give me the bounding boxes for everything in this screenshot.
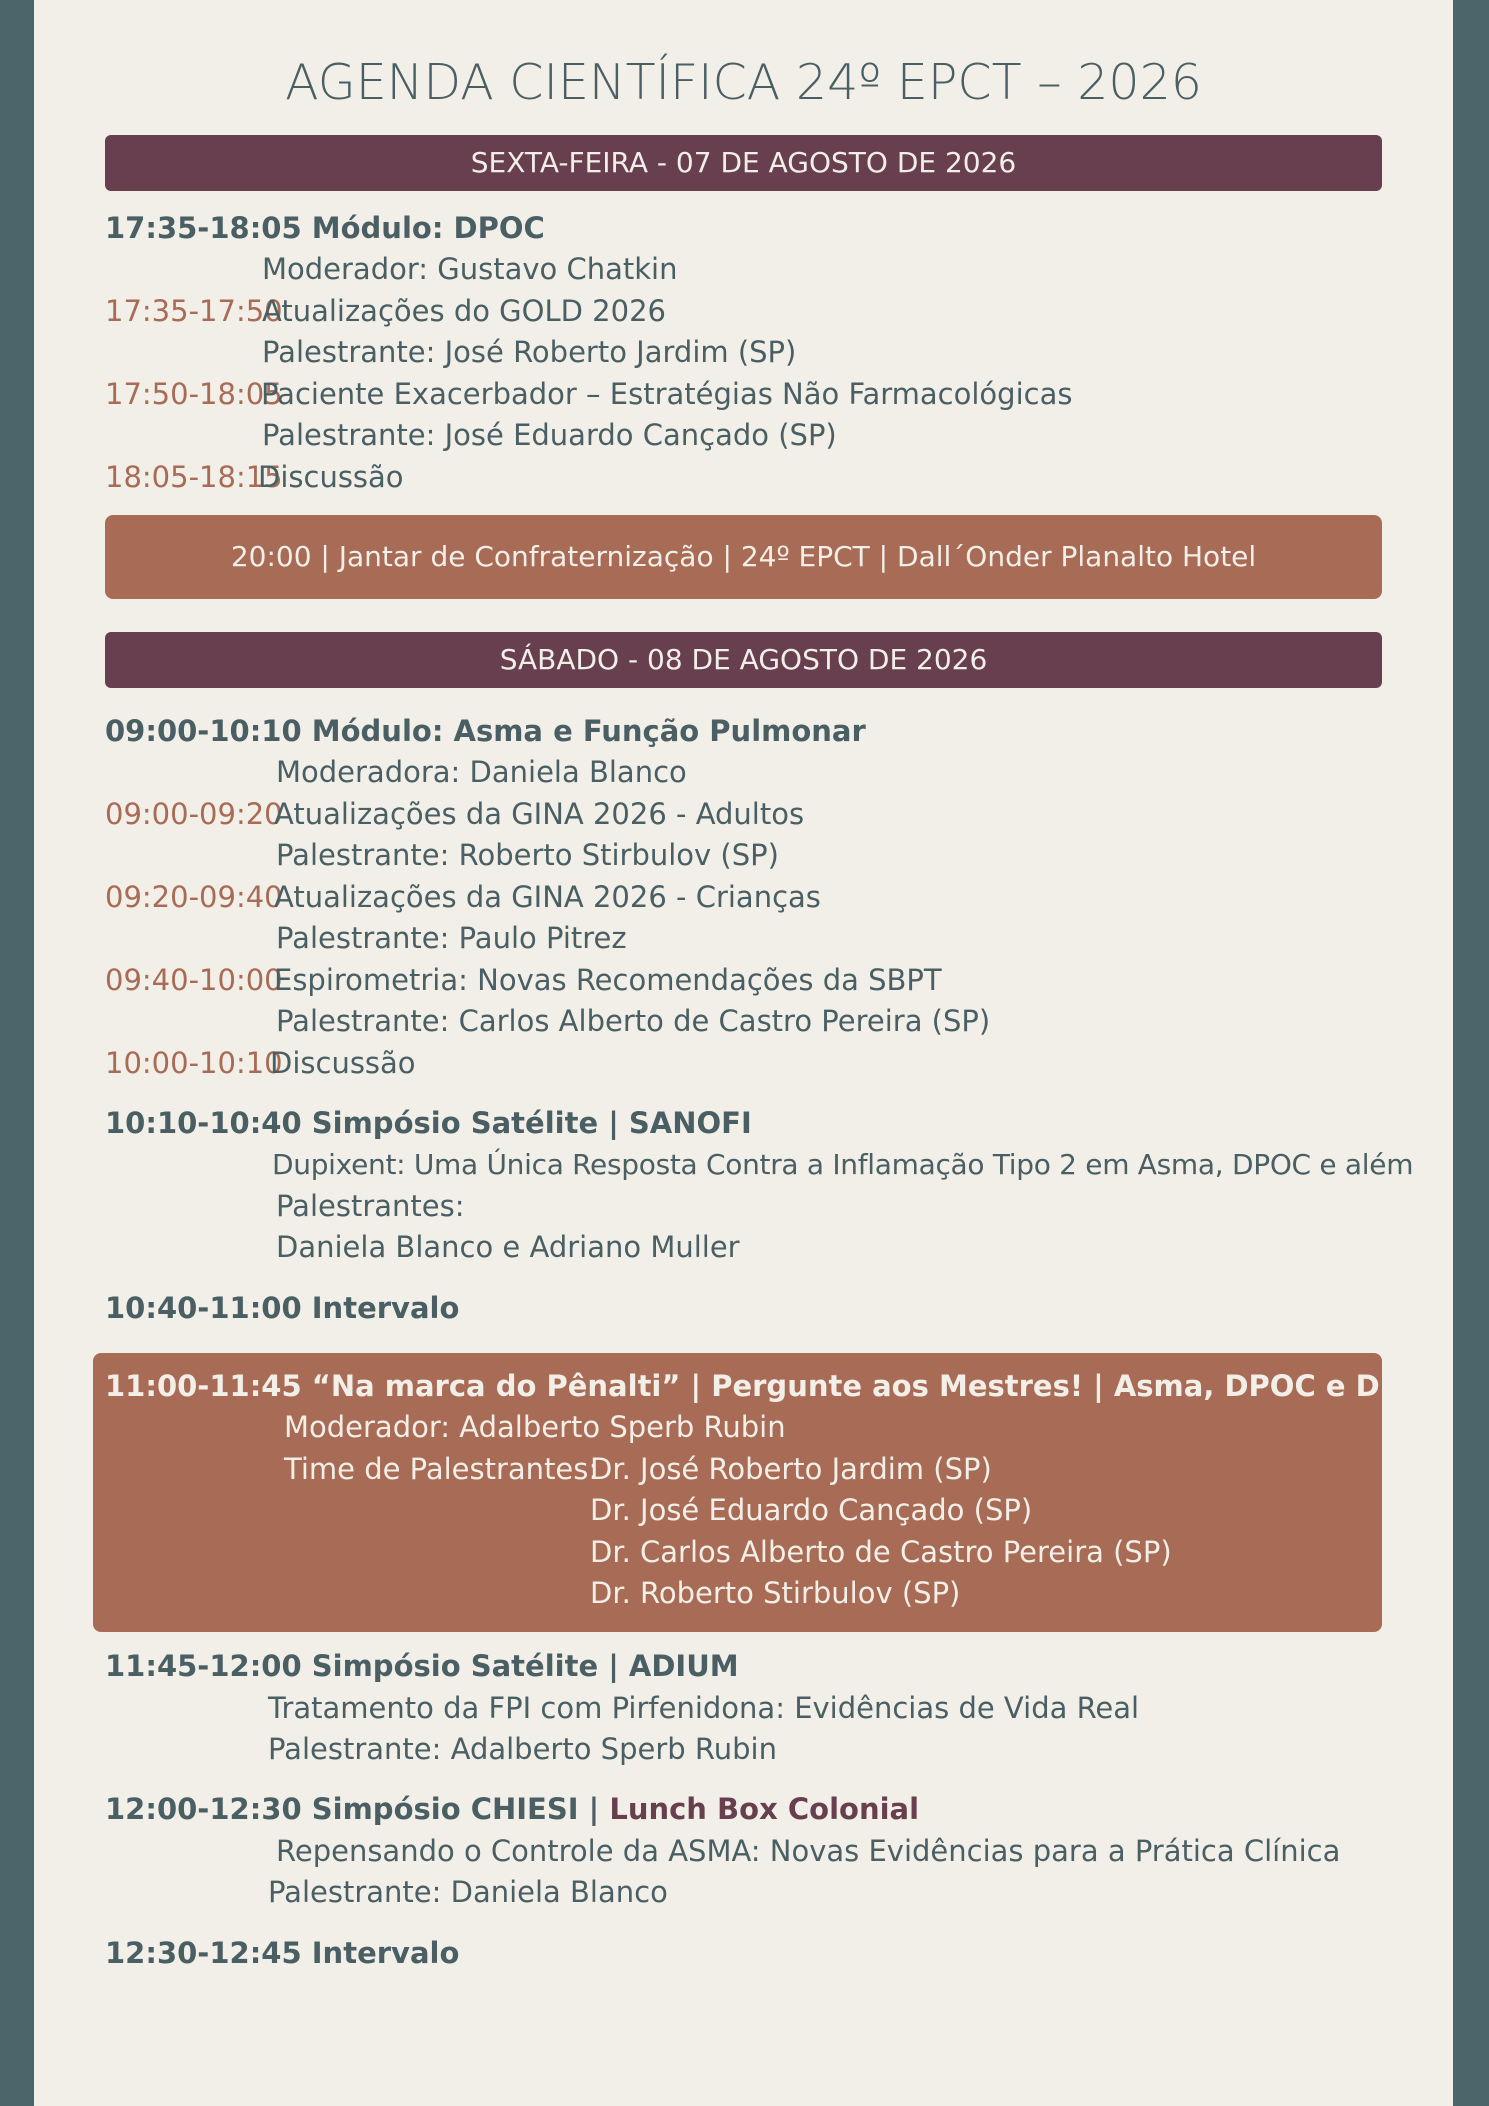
moderator: Moderador: Gustavo Chatkin [262, 252, 678, 286]
module-time: 09:00-10:10 [105, 714, 302, 748]
team-member: Dr. José Roberto Jardim (SP) [590, 1452, 992, 1486]
session-title: Discussão [270, 1046, 416, 1080]
session-title: Atualizações da GINA 2026 - Adultos [274, 797, 805, 831]
session-title: “Na marca do Pênalti” | Pergunte aos Mestres! | Asma, DPOC e DPI [311, 1369, 1412, 1403]
session-speaker: Palestrante: José Eduardo Cançado (SP) [262, 418, 837, 452]
session-speaker: Palestrante: Roberto Stirbulov (SP) [276, 838, 779, 872]
break-title: Intervalo [311, 1291, 460, 1325]
session-title: Paciente Exacerbador – Estratégias Não Farmacológicas [261, 377, 1073, 411]
sanofi-header [105, 1105, 752, 1141]
team-label: Time de Palestrantes: [284, 1452, 599, 1486]
break-title: Intervalo [311, 1936, 460, 1970]
agenda-page [34, 0, 1453, 2106]
day-header-saturday: SÁBADO - 08 DE AGOSTO DE 2026 [105, 632, 1382, 688]
session-time: 10:10-10:40 [105, 1106, 302, 1140]
masters-header [105, 1368, 1412, 1404]
day-header-friday: SEXTA-FEIRA - 07 DE AGOSTO DE 2026 [105, 135, 1382, 191]
moderator: Moderadora: Daniela Blanco [276, 755, 687, 789]
session-time: 18:05-18:15 [105, 460, 283, 494]
adium-header [105, 1648, 739, 1684]
team-member: Dr. Roberto Stirbulov (SP) [590, 1576, 961, 1610]
session-title: Espirometria: Novas Recomendações da SBPT [274, 963, 942, 997]
session-title: Simpósio Satélite | ADIUM [311, 1649, 739, 1683]
session-title: Discussão [258, 460, 404, 494]
chiesi-header [105, 1791, 919, 1827]
module-title: Módulo: DPOC [311, 211, 545, 245]
session-time: 17:35-17:50 [105, 294, 283, 328]
sanofi-talk: Dupixent: Uma Única Resposta Contra a Inflamação Tipo 2 em Asma, DPOC e além [272, 1148, 1414, 1181]
adium-talk: Tratamento da FPI com Pirfenidona: Evidências de Vida Real [268, 1691, 1140, 1725]
session-time: 11:45-12:00 [105, 1649, 302, 1683]
session-speaker: Palestrante: José Roberto Jardim (SP) [262, 335, 797, 369]
module-title: Módulo: Asma e Função Pulmonar [311, 714, 866, 748]
team-member: Dr. Carlos Alberto de Castro Pereira (SP) [590, 1535, 1172, 1569]
session-title: Atualizações da GINA 2026 - Crianças [274, 880, 821, 914]
lunch-box-label: Lunch Box Colonial [609, 1792, 920, 1826]
team-member: Dr. José Eduardo Cançado (SP) [590, 1493, 1033, 1527]
session-speaker: Palestrante: Carlos Alberto de Castro Pereira (SP) [276, 1004, 991, 1038]
moderator: Moderador: Adalberto Sperb Rubin [284, 1410, 786, 1444]
break-row [105, 1935, 459, 1971]
session-time: 12:00-12:30 [105, 1792, 302, 1826]
session-title: Simpósio CHIESI | [311, 1792, 600, 1826]
break-time: 10:40-11:00 [105, 1291, 302, 1325]
adium-speaker: Palestrante: Adalberto Sperb Rubin [268, 1732, 777, 1766]
module-asma-header [105, 713, 866, 749]
session-time: 17:50-18:05 [105, 377, 283, 411]
break-row [105, 1290, 459, 1326]
chiesi-speaker: Palestrante: Daniela Blanco [268, 1875, 668, 1909]
session-time: 10:00-10:10 [105, 1046, 283, 1080]
page-title: AGENDA CIENTÍFICA 24º EPCT – 2026 [285, 54, 1202, 111]
session-title: Atualizações do GOLD 2026 [262, 294, 666, 328]
session-time: 09:40-10:00 [105, 963, 283, 997]
dinner-banner: 20:00 | Jantar de Confraternização | 24º EPCT | Dall´Onder Planalto Hotel [105, 515, 1382, 599]
module-dpoc-header [105, 210, 545, 246]
session-time: 11:00-11:45 [105, 1369, 302, 1403]
session-time: 09:20-09:40 [105, 880, 283, 914]
session-title: Simpósio Satélite | SANOFI [311, 1106, 752, 1140]
speakers-label: Palestrantes: [276, 1189, 465, 1223]
break-time: 12:30-12:45 [105, 1936, 302, 1970]
session-speaker: Palestrante: Paulo Pitrez [276, 921, 627, 955]
module-time: 17:35-18:05 [105, 211, 302, 245]
chiesi-talk: Repensando o Controle da ASMA: Novas Evidências para a Prática Clínica [276, 1834, 1341, 1868]
session-time: 09:00-09:20 [105, 797, 283, 831]
sanofi-speakers: Daniela Blanco e Adriano Muller [276, 1230, 740, 1264]
